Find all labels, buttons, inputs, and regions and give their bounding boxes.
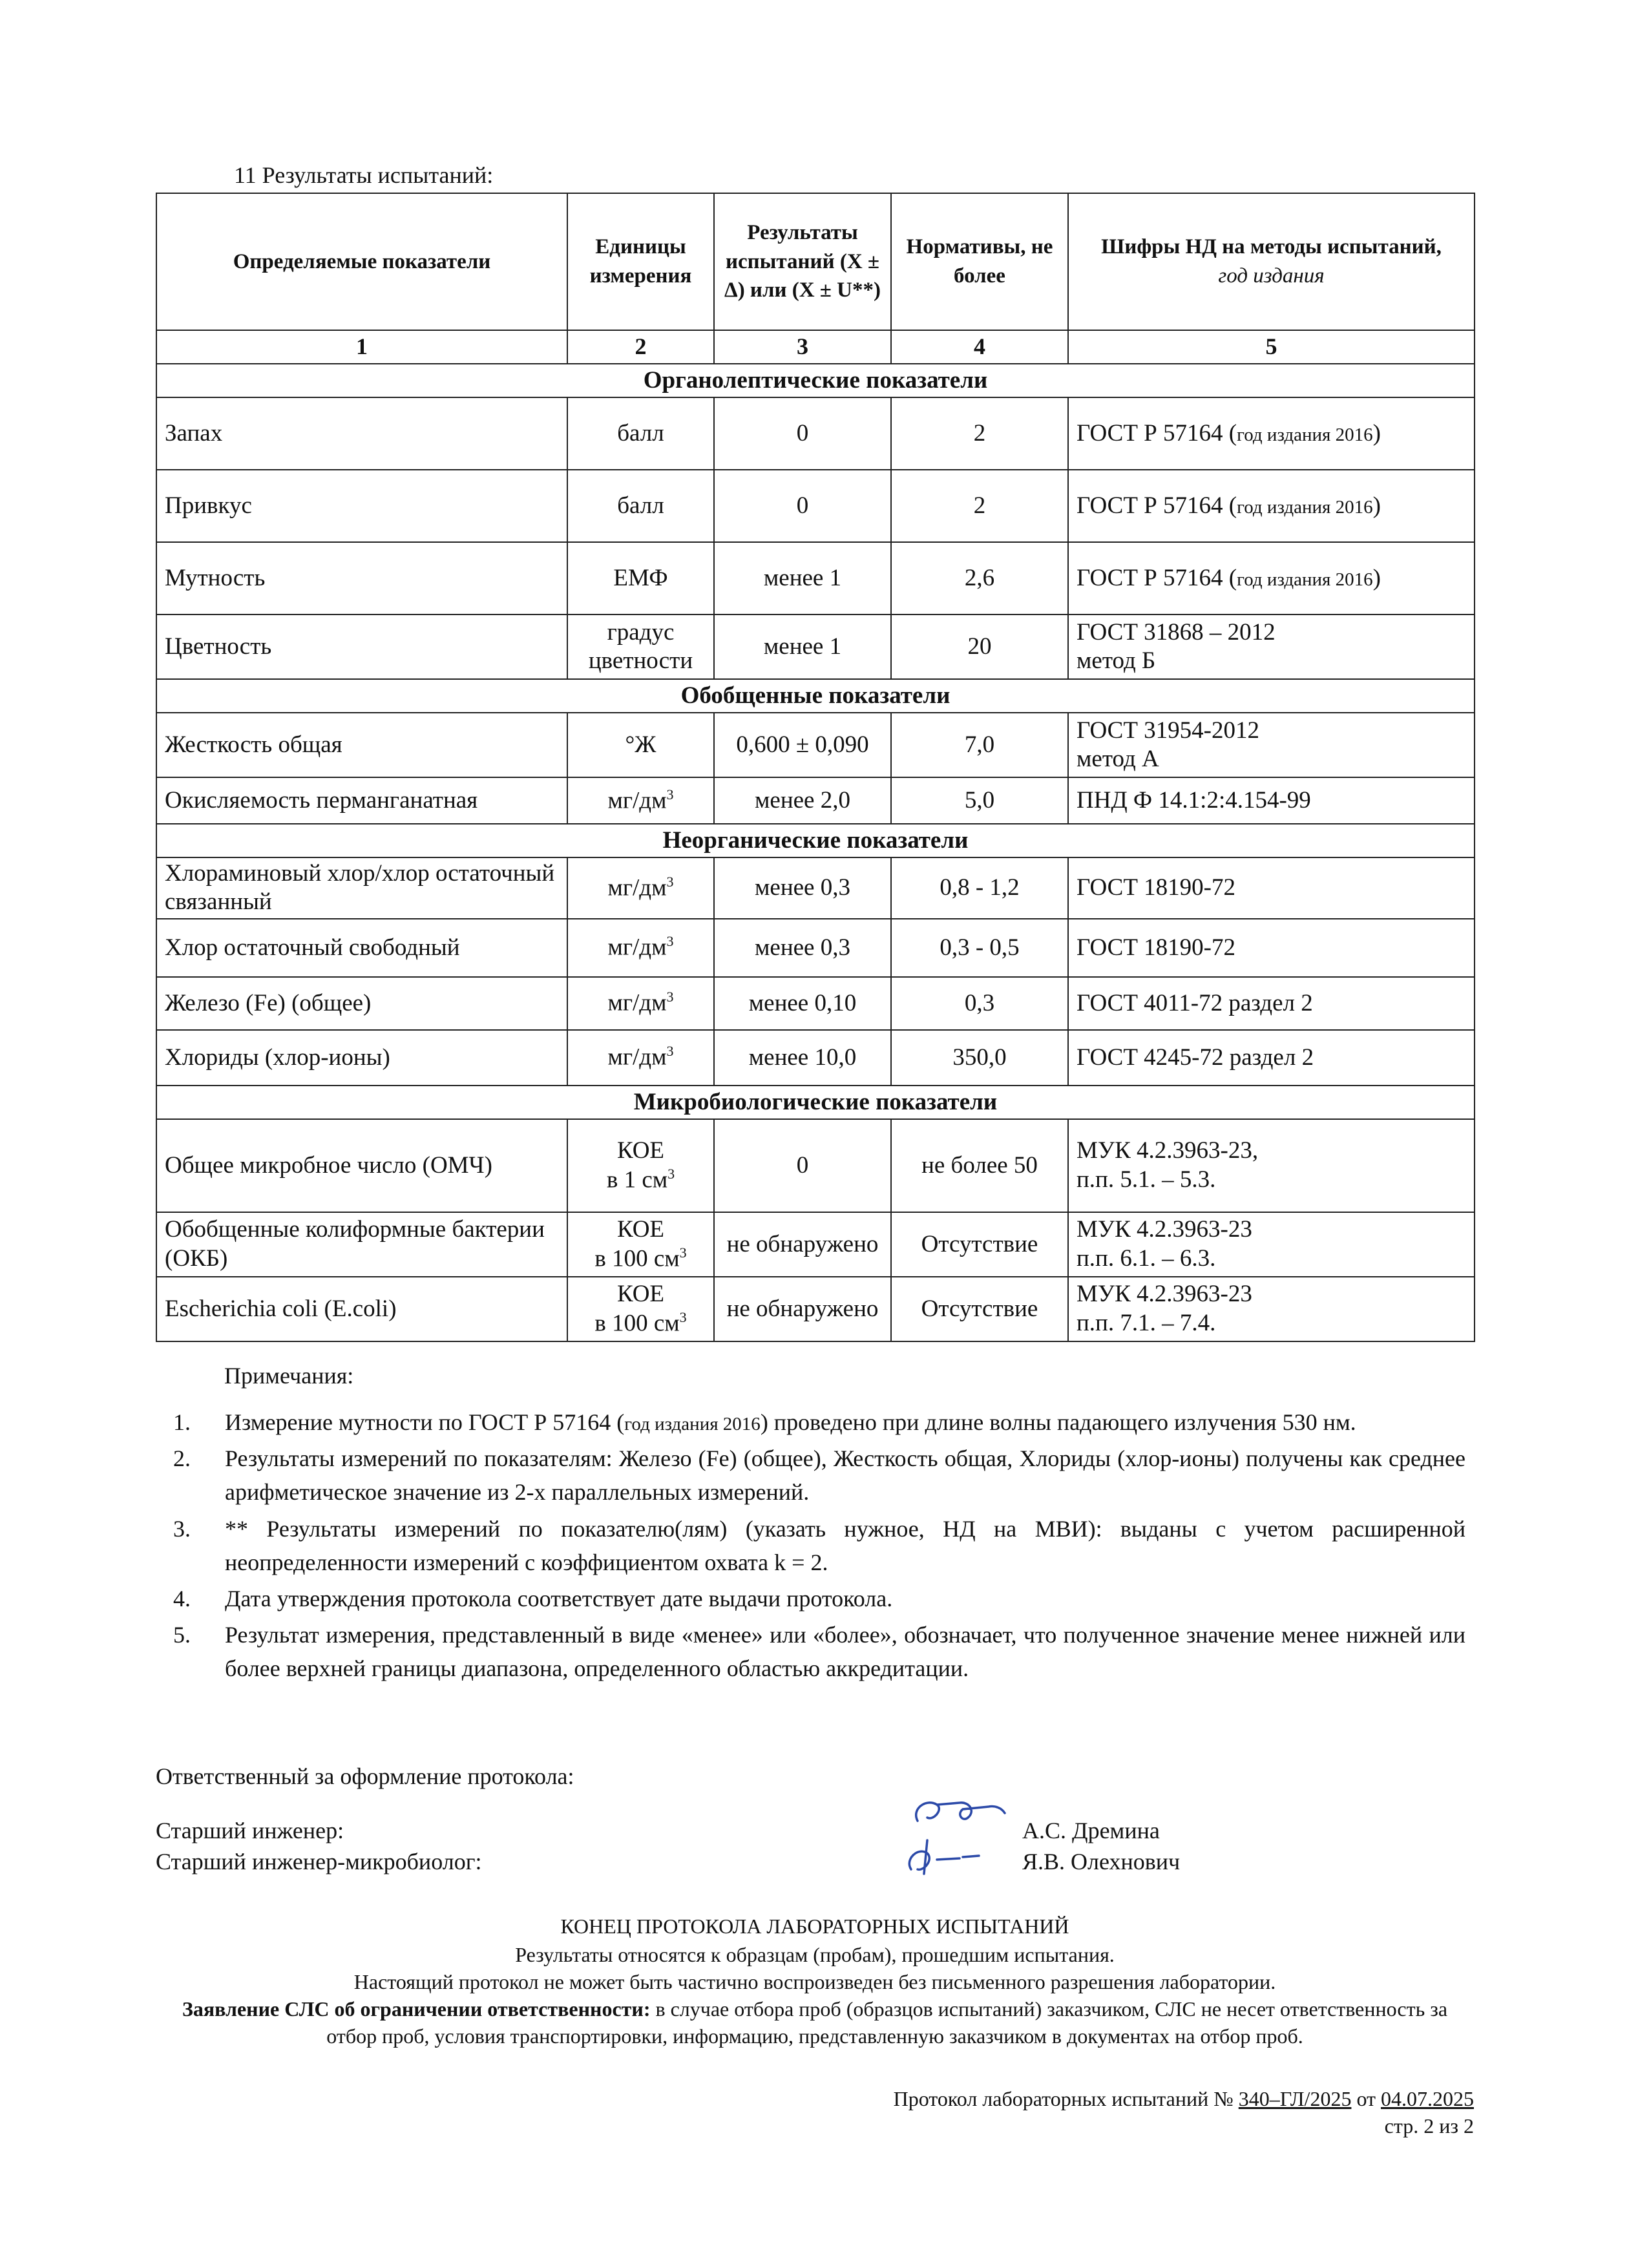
method-cell: [1068, 1119, 1475, 1212]
norm-value: 7,0: [891, 713, 1068, 777]
result-value: менее 1: [714, 542, 891, 614]
unit-superscript: 3: [679, 1244, 687, 1261]
note-text: ** Результаты измерений по показателю(лям) (указать нужное, НД на МВИ): выданы с учетом расширенной неопределенности измерений с коэффициентом охвата k = 2.: [225, 1515, 1465, 1575]
signature-mark: [898, 1834, 1014, 1879]
norm-value: 0,8 - 1,2: [891, 857, 1068, 919]
table-header-row: [156, 193, 1475, 330]
protocol-mid: от: [1351, 2087, 1381, 2110]
note-text: Измерение мутности по ГОСТ Р 57164 (: [225, 1409, 625, 1435]
parameter-name: Обобщенные колиформные бактерии (ОКБ): [156, 1212, 567, 1277]
section-row: [156, 364, 1475, 397]
section-row: [156, 824, 1475, 857]
norm-value: 2: [891, 397, 1068, 470]
unit-text: КОЕ: [616, 1281, 665, 1308]
unit-cell: [567, 977, 714, 1030]
method-cell: [1068, 1030, 1475, 1086]
table-row: [156, 397, 1475, 470]
table-row: [156, 1277, 1475, 1341]
unit-superscript: 3: [666, 989, 674, 1005]
method-text: ГОСТ 18190-72: [1077, 934, 1235, 961]
method-year: год издания 2016: [1237, 496, 1373, 518]
unit-text: градус: [607, 618, 675, 646]
method-text: ГОСТ 31868 – 2012: [1077, 618, 1276, 646]
norm-value: 5,0: [891, 777, 1068, 824]
parameter-name: Хлориды (хлор-ионы): [156, 1030, 567, 1086]
note-item: [173, 1442, 1465, 1509]
method-text-line2: п.п. 5.1. – 5.3.: [1077, 1166, 1216, 1193]
note-body: [225, 1582, 1465, 1615]
note-text: Результаты измерений по показателям: Железо (Fe) (общее), Жесткость общая, Хлориды (хлор-ионы) получены как среднее арифметическое значение из 2-х параллельных измерений.: [225, 1445, 1465, 1506]
method-text-line2: п.п. 7.1. – 7.4.: [1077, 1309, 1216, 1336]
method-text-line2: метод Б: [1077, 647, 1156, 674]
parameter-name: Хлораминовый хлор/хлор остаточный связанный: [156, 857, 567, 919]
note-text: Результат измерения, представленный в виде «менее» или «более», обозначает, что полученное значение менее нижней или более верхней границы диапазона, определенного областью аккредитации.: [225, 1622, 1465, 1682]
header-results: Результаты испытаний (Х ± Δ) или (Х ± U**): [714, 193, 891, 330]
table-row: [156, 713, 1475, 777]
unit-cell: [567, 919, 714, 977]
header-methods: [1068, 193, 1475, 330]
unit-cell: [567, 1277, 714, 1341]
table-row: [156, 470, 1475, 542]
unit-cell: [567, 1119, 714, 1212]
note-body: [225, 1618, 1465, 1685]
note-number: 5.: [173, 1622, 191, 1648]
note-text: Дата утверждения протокола соответствует дате выдачи протокола.: [225, 1585, 893, 1612]
table-row: [156, 857, 1475, 919]
method-text-line2: метод А: [1077, 746, 1159, 772]
unit-text-line2: в 100 см: [594, 1309, 680, 1336]
protocol-date: 04.07.2025: [1381, 2087, 1474, 2110]
unit-text: балл: [617, 492, 664, 519]
norm-value: 2,6: [891, 542, 1068, 614]
protocol-reference: [894, 2087, 1474, 2111]
unit-text: мг/дм: [607, 989, 667, 1016]
note-body: [225, 1442, 1465, 1509]
page-number: стр. 2 из 2: [1384, 2114, 1474, 2137]
liability-statement: [156, 1995, 1474, 2050]
note-number: 3.: [173, 1515, 191, 1542]
table-row: [156, 919, 1475, 977]
parameter-name: Мутность: [156, 542, 567, 614]
norm-value: 0,3 - 0,5: [891, 919, 1068, 977]
unit-superscript: 3: [666, 786, 674, 803]
unit-text: КОЕ: [616, 1216, 665, 1243]
result-value: менее 0,3: [714, 857, 891, 919]
result-value: менее 2,0: [714, 777, 891, 824]
result-value: не обнаружено: [714, 1277, 891, 1341]
unit-text: КОЕ: [616, 1137, 665, 1164]
method-cell: [1068, 470, 1475, 542]
parameter-name: Запах: [156, 397, 567, 470]
signatory-role: Старший инженер:: [156, 1818, 344, 1843]
header-methods-main: Шифры НД на методы испытаний,: [1101, 235, 1442, 259]
result-value: менее 10,0: [714, 1030, 891, 1086]
norm-value: 2: [891, 470, 1068, 542]
result-value: менее 1: [714, 614, 891, 679]
liability-title: Заявление СЛС об ограничении ответственности:: [182, 1997, 651, 2021]
unit-text: мг/дм: [607, 786, 667, 814]
protocol-prefix: Протокол лабораторных испытаний №: [893, 2087, 1239, 2110]
section-title: Неорганические показатели: [156, 824, 1475, 857]
unit-cell: [567, 713, 714, 777]
unit-cell: [567, 470, 714, 542]
result-value: не обнаружено: [714, 1212, 891, 1277]
note-body: [225, 1405, 1465, 1439]
method-text: ГОСТ Р 57164 (: [1077, 492, 1237, 519]
section-heading: 11 Результаты испытаний:: [234, 162, 494, 188]
section-title: Микробиологические показатели: [156, 1086, 1475, 1119]
protocol-number: 340–ГЛ/2025: [1238, 2087, 1352, 2110]
section-title: Органолептические показатели: [156, 364, 1475, 397]
unit-superscript: 3: [666, 1043, 674, 1060]
unit-text: балл: [617, 419, 664, 446]
method-text: ГОСТ Р 57164 (: [1077, 564, 1237, 591]
unit-cell: [567, 614, 714, 679]
unit-cell: [567, 1030, 714, 1086]
signatory-role: Старший инженер-микробиолог:: [156, 1849, 482, 1874]
unit-cell: [567, 397, 714, 470]
norm-value: не более 50: [891, 1119, 1068, 1212]
unit-text: мг/дм: [607, 1044, 667, 1071]
result-value: менее 0,10: [714, 977, 891, 1030]
method-close: ): [1372, 492, 1381, 519]
method-close: ): [1372, 564, 1381, 591]
table-row: [156, 1212, 1475, 1277]
note-item: [173, 1512, 1465, 1579]
unit-superscript: 3: [666, 933, 674, 950]
method-cell: [1068, 919, 1475, 977]
result-value: 0: [714, 1119, 891, 1212]
column-number: 5: [1068, 330, 1475, 364]
method-cell: [1068, 713, 1475, 777]
note-item: [173, 1618, 1465, 1685]
section-title: Обобщенные показатели: [156, 679, 1475, 713]
method-text: ГОСТ 18190-72: [1077, 874, 1235, 901]
unit-text: мг/дм: [607, 874, 667, 901]
norm-value: 20: [891, 614, 1068, 679]
signature-mark: [898, 1789, 1014, 1840]
notes-list: [173, 1405, 1465, 1688]
note-number: 4.: [173, 1585, 191, 1612]
results-applicability: Результаты относятся к образцам (пробам), прошедшим испытания.: [515, 1943, 1115, 1966]
result-value: 0: [714, 397, 891, 470]
result-value: 0: [714, 470, 891, 542]
norm-value: Отсутствие: [891, 1277, 1068, 1341]
parameter-name: Окисляемость перманганатная: [156, 777, 567, 824]
unit-cell: [567, 1212, 714, 1277]
column-number: 3: [714, 330, 891, 364]
unit-text: ЕМФ: [613, 564, 668, 591]
signatory-name: Я.В. Олехнович: [1022, 1849, 1181, 1874]
column-number-row: [156, 330, 1475, 364]
column-number: 4: [891, 330, 1068, 364]
method-cell: [1068, 857, 1475, 919]
parameter-name: Привкус: [156, 470, 567, 542]
method-text: МУК 4.2.3963-23: [1077, 1281, 1252, 1308]
method-text: ГОСТ 31954-2012: [1077, 717, 1259, 744]
notes-title: Примечания:: [224, 1363, 354, 1389]
table-row: [156, 614, 1475, 679]
section-row: [156, 679, 1475, 713]
note-item: [173, 1405, 1465, 1439]
unit-superscript: 3: [667, 1165, 675, 1182]
table-row: [156, 1119, 1475, 1212]
unit-superscript: 3: [666, 874, 674, 890]
header-norms: Нормативы, не более: [891, 193, 1068, 330]
table-row: [156, 777, 1475, 824]
note-number: 1.: [173, 1409, 191, 1435]
method-year: год издания 2016: [1237, 424, 1373, 445]
results-body: [156, 364, 1475, 1341]
section-row: [156, 1086, 1475, 1119]
header-units: Единицы измерения: [567, 193, 714, 330]
method-cell: [1068, 614, 1475, 679]
responsible-label: Ответственный за оформление протокола:: [156, 1763, 574, 1789]
method-year: год издания 2016: [1237, 569, 1373, 590]
method-cell: [1068, 1277, 1475, 1341]
unit-text-line2: в 1 см: [606, 1166, 668, 1193]
liability-text: в случае отбора проб (образцов испытаний) заказчиком, СЛС не несет ответственность за отбор проб, условия транспортировки, информацию, представленную заказчиком в документах на отбор проб.: [326, 1997, 1448, 2048]
norm-value: 350,0: [891, 1030, 1068, 1086]
results-table: [156, 193, 1475, 1342]
method-text-line2: п.п. 6.1. – 6.3.: [1077, 1244, 1216, 1272]
table-row: [156, 1030, 1475, 1086]
result-value: менее 0,3: [714, 919, 891, 977]
parameter-name: Escherichia coli (E.coli): [156, 1277, 567, 1341]
header-parameters: Определяемые показатели: [156, 193, 567, 330]
parameter-name: Хлор остаточный свободный: [156, 919, 567, 977]
parameter-name: Общее микробное число (ОМЧ): [156, 1119, 567, 1212]
note-item: [173, 1582, 1465, 1615]
unit-cell: [567, 857, 714, 919]
unit-cell: [567, 777, 714, 824]
unit-text-line2: в 100 см: [594, 1244, 680, 1272]
method-cell: [1068, 977, 1475, 1030]
method-cell: [1068, 397, 1475, 470]
method-text: ГОСТ Р 57164 (: [1077, 419, 1237, 446]
note-text-end: ) проведено при длине волны падающего излучения 530 нм.: [760, 1409, 1356, 1435]
unit-text-line2: цветности: [588, 647, 693, 674]
norm-value: 0,3: [891, 977, 1068, 1030]
protocol-end: КОНЕЦ ПРОТОКОЛА ЛАБОРАТОРНЫХ ИСПЫТАНИЙ: [560, 1915, 1069, 1938]
parameter-name: Железо (Fe) (общее): [156, 977, 567, 1030]
method-text: ГОСТ 4011-72 раздел 2: [1077, 989, 1313, 1016]
method-cell: [1068, 542, 1475, 614]
method-cell: [1068, 777, 1475, 824]
method-cell: [1068, 1212, 1475, 1277]
table-row: [156, 977, 1475, 1030]
note-year: год издания 2016: [624, 1414, 761, 1434]
parameter-name: Жесткость общая: [156, 713, 567, 777]
signatory-name: А.С. Дремина: [1022, 1818, 1160, 1843]
column-number: 1: [156, 330, 567, 364]
method-text: МУК 4.2.3963-23: [1077, 1216, 1252, 1243]
note-body: [225, 1512, 1465, 1579]
copy-restriction: Настоящий протокол не может быть частично воспроизведен без письменного разрешения лаборатории.: [353, 1970, 1276, 1993]
method-close: ): [1372, 419, 1381, 446]
norm-value: Отсутствие: [891, 1212, 1068, 1277]
header-methods-year: год издания: [1218, 264, 1325, 288]
unit-cell: [567, 542, 714, 614]
method-text: ГОСТ 4245-72 раздел 2: [1077, 1044, 1314, 1071]
result-value: 0,600 ± 0,090: [714, 713, 891, 777]
method-text: МУК 4.2.3963-23,: [1077, 1137, 1259, 1164]
method-text: ПНД Ф 14.1:2:4.154-99: [1077, 786, 1311, 814]
note-number: 2.: [173, 1445, 191, 1472]
unit-text: мг/дм: [607, 934, 667, 961]
unit-text: °Ж: [625, 731, 656, 758]
unit-superscript: 3: [679, 1308, 687, 1325]
table-row: [156, 542, 1475, 614]
parameter-name: Цветность: [156, 614, 567, 679]
column-number: 2: [567, 330, 714, 364]
